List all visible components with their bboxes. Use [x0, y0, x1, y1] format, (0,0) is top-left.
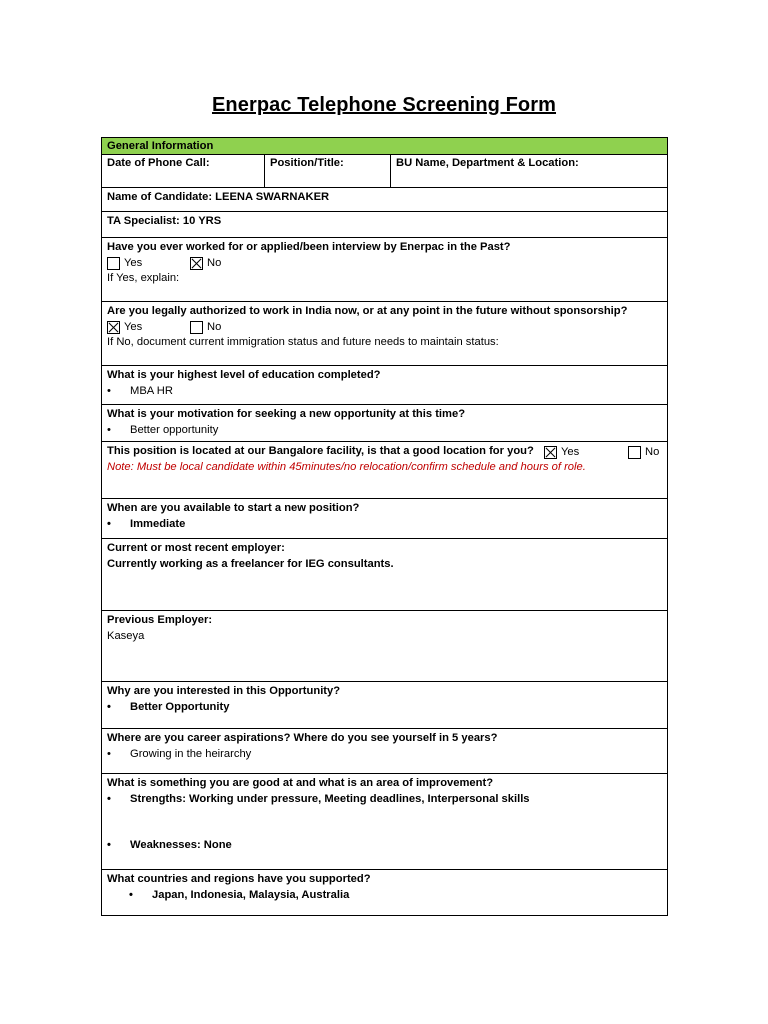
worked-before-question: Have you ever worked for or applied/been interview by Enerpac in the Past?: [107, 241, 511, 253]
bullet-icon: •: [107, 700, 111, 713]
bullet-icon: •: [107, 517, 111, 530]
general-info-label: General Information: [107, 140, 214, 152]
bullet-icon: •: [107, 839, 111, 851]
current-employer-question: Current or most recent employer:: [107, 542, 285, 554]
authorized-options: [107, 320, 662, 336]
motivation-answer: Better opportunity: [130, 423, 219, 436]
availability-answer-item: [107, 517, 662, 533]
section-header-general: [102, 138, 667, 154]
worked-before-yes-checkbox[interactable]: [107, 257, 120, 270]
bullet-icon: •: [107, 423, 111, 436]
authorized-no-checkbox[interactable]: [190, 321, 203, 334]
date-of-call-label: Date of Phone Call:: [107, 157, 210, 169]
strength-item: [107, 792, 662, 808]
previous-employer-answer: Kaseya: [107, 629, 145, 642]
previous-employer-row: [102, 610, 667, 681]
bullet-icon: •: [107, 792, 111, 805]
bu-name-label: BU Name, Department & Location:: [396, 157, 579, 169]
call-details-row: [102, 154, 667, 187]
worked-before-options: [107, 256, 662, 272]
regions-question: What countries and regions have you supported?: [107, 873, 371, 885]
screening-form-table: [101, 137, 668, 916]
location-note: Note: Must be local candidate within 45minutes/no relocation/confirm schedule and hours of role.: [107, 460, 586, 473]
worked-before-no-label: No: [207, 256, 222, 269]
aspirations-answer: Growing in the heirarchy: [130, 747, 252, 760]
regions-answer-item: [107, 888, 662, 904]
ta-specialist: TA Specialist: 10 YRS: [107, 215, 222, 227]
candidate-name: Name of Candidate: LEENA SWARNAKER: [107, 191, 330, 203]
location-question: This position is located at our Bangalore facility, is that a good location for you?: [107, 445, 534, 457]
location-yes-checkbox[interactable]: [544, 446, 557, 459]
strengths-question: What is something you are good at and what is an area of improvement?: [107, 777, 494, 789]
motivation-answer-item: [107, 423, 662, 439]
availability-question: When are you available to start a new position?: [107, 502, 360, 514]
previous-employer-question: Previous Employer:: [107, 614, 213, 626]
worked-before-no-checkbox[interactable]: [190, 257, 203, 270]
bullet-icon: •: [129, 888, 133, 901]
ta-specialist-row: [102, 211, 667, 237]
authorized-row: [102, 301, 667, 365]
location-no-checkbox[interactable]: [628, 446, 641, 459]
weakness-answer: Weaknesses: None: [130, 839, 232, 851]
interest-question: Why are you interested in this Opportunity?: [107, 685, 341, 697]
location-row: [102, 441, 667, 498]
motivation-question: What is your motivation for seeking a new opportunity at this time?: [107, 408, 466, 420]
position-title-field[interactable]: [264, 155, 390, 187]
regions-row: [102, 869, 667, 915]
current-employer-answer: Currently working as a freelancer for IEG consultants.: [107, 557, 394, 570]
worked-before-followup: If Yes, explain:: [107, 272, 180, 284]
worked-before-yes-label: Yes: [124, 256, 143, 269]
location-no-label: No: [645, 446, 660, 458]
education-answer: MBA HR: [130, 384, 173, 397]
regions-answer: Japan, Indonesia, Malaysia, Australia: [152, 888, 350, 901]
authorized-yes-label: Yes: [124, 320, 143, 333]
motivation-row: [102, 404, 667, 441]
education-answer-item: [107, 384, 662, 400]
strengths-row: [102, 773, 667, 869]
interest-answer-item: [107, 700, 662, 716]
form-title: Enerpac Telephone Screening Form: [211, 94, 557, 116]
current-employer-row: [102, 538, 667, 610]
aspirations-answer-item: [107, 747, 662, 763]
bullet-icon: •: [107, 747, 111, 760]
bu-name-field[interactable]: [390, 155, 667, 187]
worked-before-row: [102, 237, 667, 301]
weakness-item: [107, 838, 662, 854]
availability-answer: Immediate: [130, 517, 186, 530]
aspirations-row: [102, 728, 667, 773]
location-options: [544, 445, 659, 461]
education-question: What is your highest level of education completed?: [107, 369, 381, 381]
education-row: [102, 365, 667, 404]
strength-answer: Strengths: Working under pressure, Meeting deadlines, Interpersonal skills: [130, 792, 530, 805]
authorized-followup: If No, document current immigration status and future needs to maintain status:: [107, 336, 499, 348]
date-of-call-field[interactable]: [102, 155, 264, 187]
aspirations-question: Where are you career aspirations? Where do you see yourself in 5 years?: [107, 732, 498, 744]
candidate-name-row: [102, 187, 667, 211]
authorized-yes-checkbox[interactable]: [107, 321, 120, 334]
authorized-question: Are you legally authorized to work in India now, or at any point in the future without sponsorship?: [107, 305, 628, 317]
bullet-icon: •: [107, 384, 111, 397]
authorized-no-label: No: [207, 320, 222, 333]
location-yes-label: Yes: [561, 446, 580, 458]
availability-row: [102, 498, 667, 538]
position-title-label: Position/Title:: [270, 157, 344, 169]
interest-answer: Better Opportunity: [130, 700, 230, 713]
interest-row: [102, 681, 667, 728]
